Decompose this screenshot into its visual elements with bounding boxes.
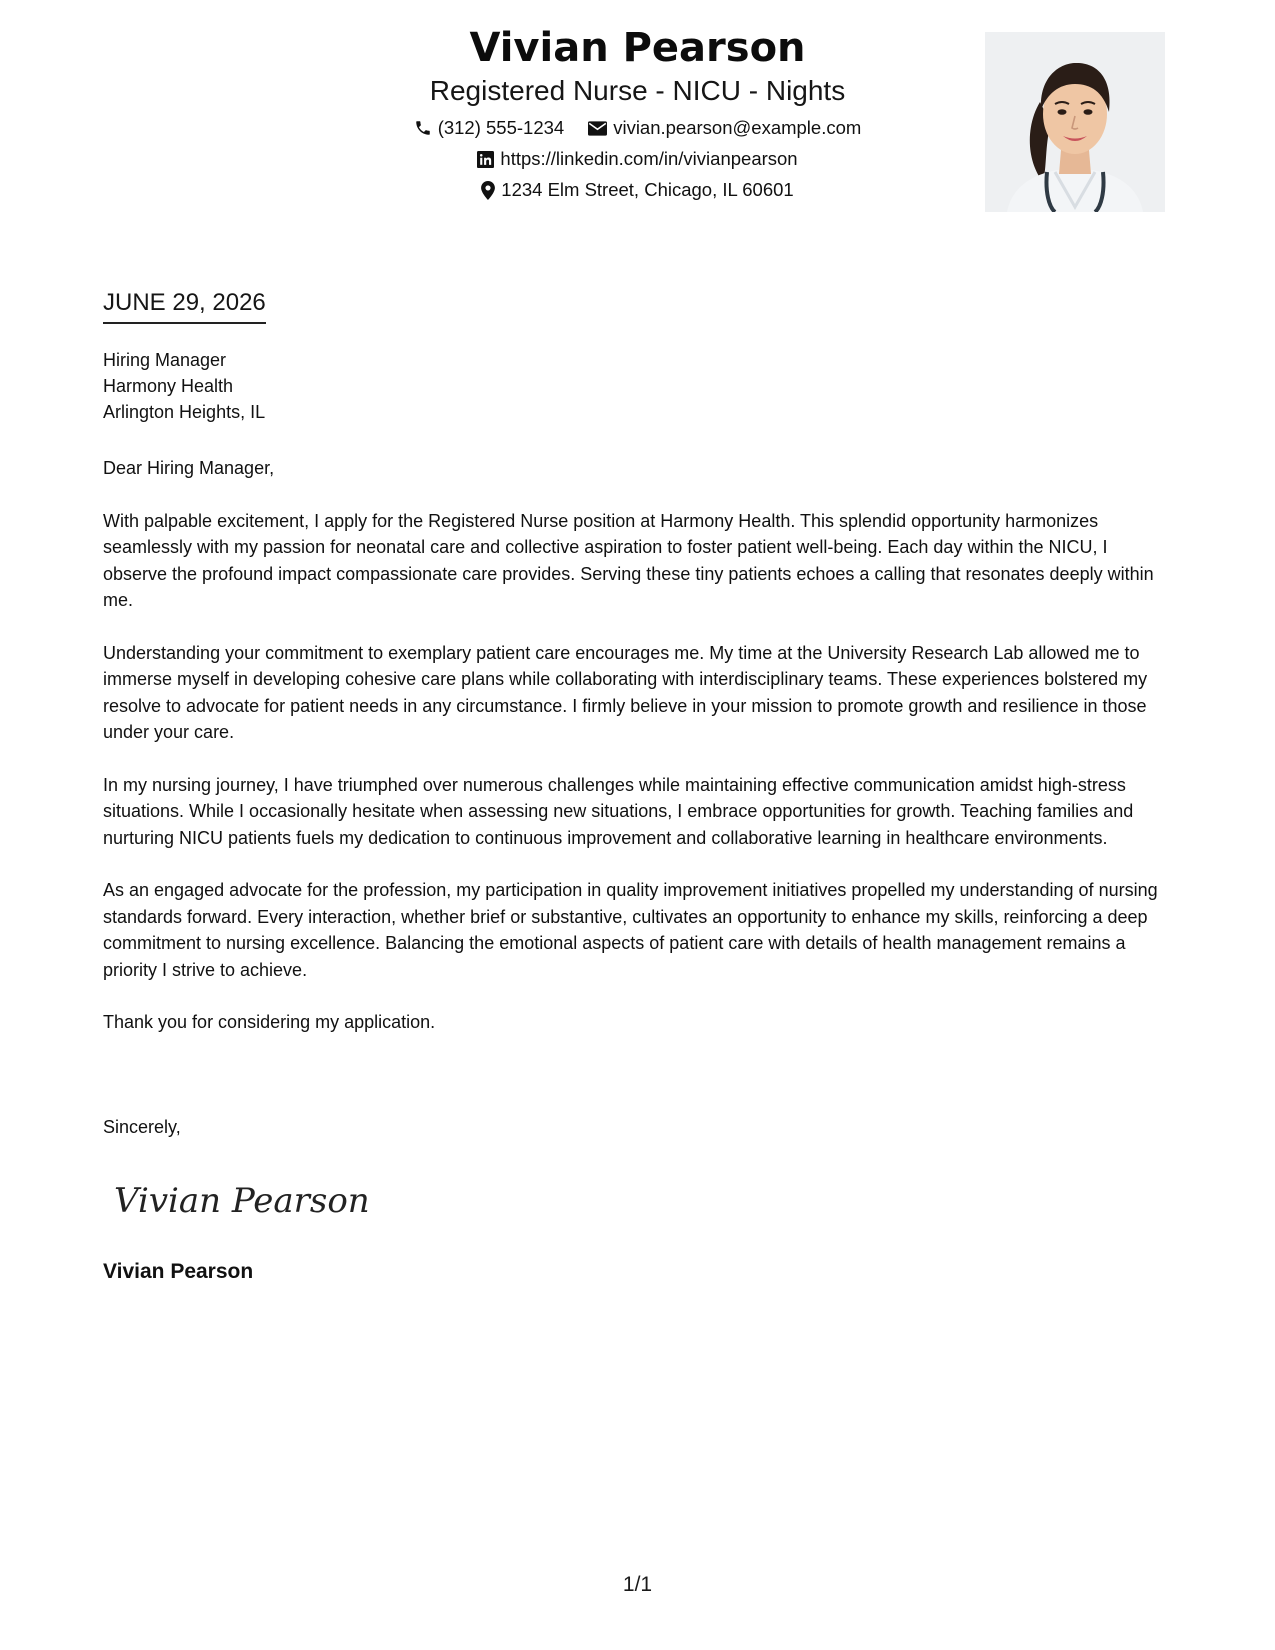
salutation: Dear Hiring Manager, bbox=[103, 458, 275, 478]
closing: Sincerely, bbox=[103, 1117, 181, 1137]
svg-text:Vivian Pearson: Vivian Pearson bbox=[114, 1181, 370, 1221]
recipient-location: Arlington Heights, IL bbox=[103, 402, 266, 422]
envelope-icon bbox=[588, 121, 607, 136]
phone-icon bbox=[414, 119, 432, 137]
thank-you-line: Thank you for considering my application. bbox=[103, 1012, 436, 1032]
map-pin-icon bbox=[481, 181, 495, 200]
recipient-block bbox=[103, 347, 265, 425]
recipient-company: Harmony Health bbox=[103, 376, 234, 396]
letter-paragraph: As an engaged advocate for the profession, my participation in quality improvement initiatives propelled my understanding of nursing standards forward. Every interaction, whether brief or substantive, cultivates an opportunity to enhance my skills, reinforcing a deep commitment to nursing excellence. Balancing the emotional aspects of patient care with details of health management remains a priority I strive to achieve. bbox=[103, 880, 1158, 980]
page-number: 1/1 bbox=[622, 1573, 653, 1596]
letter-paragraph: Understanding your commitment to exemplary patient care encourages me. My time at the University Research Lab allowed me to immerse myself in developing cohesive care plans while collaborating with interdisciplinary teams. These experiences bolstered my resolve to advocate for patient needs in any circumstance. I firmly believe in your mission to promote growth and resilience in those under your care. bbox=[103, 642, 1148, 742]
linkedin-url[interactable]: https://linkedin.com/in/vivianpearson bbox=[500, 148, 798, 169]
signed-name: Vivian Pearson bbox=[103, 1260, 254, 1283]
recipient-title: Hiring Manager bbox=[103, 350, 227, 370]
letter-body bbox=[103, 455, 1168, 1062]
candidate-headline: Registered Nurse - NICU - Nights bbox=[429, 75, 846, 106]
letter-paragraph: With palpable excitement, I apply for the Registered Nurse position at Harmony Health. This splendid opportunity harmonizes seamlessly with my passion for neonatal care and collective aspiration to foster patient well-being. Each day within the NICU, I observe the profound impact compassionate care provides. Serving these tiny patients echoes a calling that resonates deeply within me. bbox=[103, 510, 1154, 610]
letter-paragraph: In my nursing journey, I have triumphed over numerous challenges while maintaining effective communication amidst high-stress situations. While I occasionally hesitate when assessing new situations, I embrace opportunities for growth. Teaching families and nurturing NICU patients fuels my dedication to continuous improvement and collaborative learning in healthcare environments. bbox=[103, 774, 1134, 848]
linkedin-icon bbox=[477, 151, 494, 168]
profile-photo bbox=[985, 32, 1165, 212]
candidate-name: Vivian Pearson bbox=[469, 25, 806, 71]
street-address: 1234 Elm Street, Chicago, IL 60601 bbox=[501, 179, 794, 200]
letter-date: JUNE 29, 2026 bbox=[103, 288, 266, 324]
phone-number[interactable]: (312) 555-1234 bbox=[437, 117, 565, 138]
handwritten-signature bbox=[110, 1170, 370, 1230]
email-address[interactable]: vivian.pearson@example.com bbox=[613, 117, 862, 138]
